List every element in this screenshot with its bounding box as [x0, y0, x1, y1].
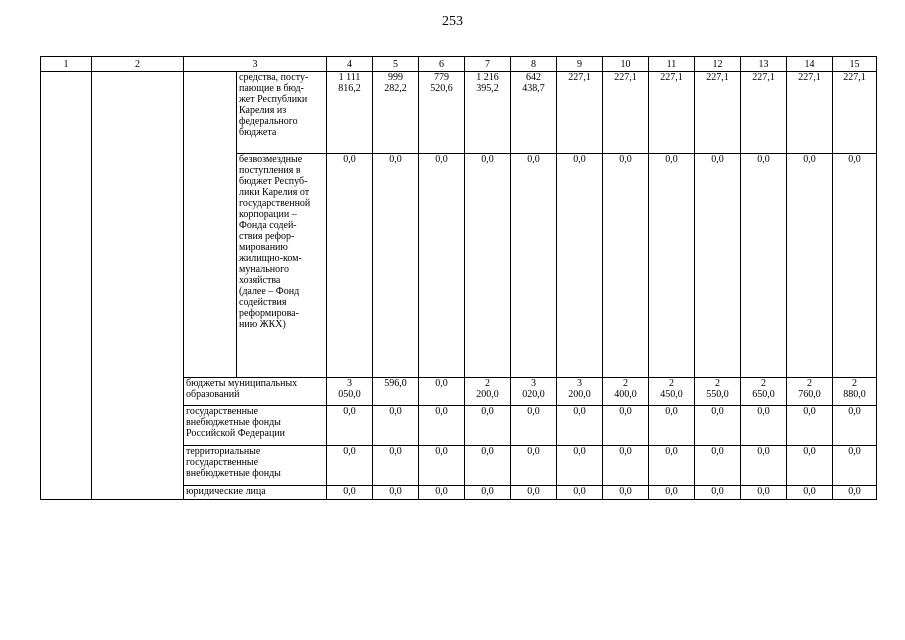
text-line: 0,0 [343, 486, 356, 497]
value-cell [741, 378, 787, 406]
value-cell [419, 486, 465, 500]
text-line: 0,0 [573, 406, 586, 417]
value-cell [787, 154, 833, 378]
header-cell: 3 [184, 57, 327, 72]
value-cell [373, 486, 419, 500]
text-line: жилищно-ком- [239, 253, 302, 264]
text-line: поступления в [239, 165, 301, 176]
text-line: 282,2 [384, 83, 407, 94]
text-line: 0,0 [343, 446, 356, 457]
text-line: 0,0 [389, 486, 402, 497]
text-line: 0,0 [665, 154, 678, 165]
text-line: 999 [388, 72, 403, 83]
text-line: 020,0 [522, 389, 545, 400]
text-line: 0,0 [527, 406, 540, 417]
text-line: 0,0 [619, 446, 632, 457]
value-cell [741, 406, 787, 446]
text-line: 0,0 [435, 446, 448, 457]
text-line: образований [186, 389, 240, 400]
text-line: 0,0 [573, 486, 586, 497]
value-cell [833, 154, 877, 378]
value-cell [465, 486, 511, 500]
value-cell [603, 446, 649, 486]
text-line: 227,1 [568, 72, 591, 83]
budget-table [40, 56, 877, 500]
text-line: реформирова- [239, 308, 299, 319]
text-line: корпорации – [239, 209, 297, 220]
value-cell [741, 446, 787, 486]
text-line: пающие в бюд- [239, 83, 304, 94]
header-cell: 7 [465, 57, 511, 72]
value-cell [465, 406, 511, 446]
value-cell [557, 486, 603, 500]
text-line: 760,0 [798, 389, 821, 400]
text-line: Российской Федерации [186, 428, 286, 439]
value-cell [327, 406, 373, 446]
text-line: 0,0 [711, 154, 724, 165]
text-line: федерального [239, 116, 298, 127]
value-cell [419, 446, 465, 486]
value-cell [695, 154, 741, 378]
text-line: внебюджетные фонды [186, 417, 281, 428]
text-line: 0,0 [481, 486, 494, 497]
text-line: 0,0 [757, 446, 770, 457]
text-line: государственные [186, 406, 259, 417]
row-label [184, 378, 327, 406]
text-line: 2 [761, 378, 766, 389]
value-cell [649, 378, 695, 406]
text-line: 395,2 [476, 83, 499, 94]
text-line: 227,1 [798, 72, 821, 83]
text-line: юридические лица [186, 486, 266, 497]
value-cell [511, 406, 557, 446]
text-line: 0,0 [389, 406, 402, 417]
text-line: 0,0 [848, 486, 861, 497]
value-cell [603, 154, 649, 378]
value-cell [603, 72, 649, 154]
value-cell [649, 446, 695, 486]
text-line: 0,0 [435, 154, 448, 165]
value-cell [695, 446, 741, 486]
row-label [184, 486, 327, 500]
text-line: 0,0 [711, 406, 724, 417]
header-cell: 14 [787, 57, 833, 72]
value-cell [741, 72, 787, 154]
value-cell [465, 378, 511, 406]
text-line: 0,0 [803, 154, 816, 165]
value-cell [419, 378, 465, 406]
value-cell [695, 378, 741, 406]
value-cell [511, 446, 557, 486]
text-line: 0,0 [803, 446, 816, 457]
table-row [41, 72, 877, 154]
text-line: 1 216 [476, 72, 499, 83]
value-cell [741, 154, 787, 378]
value-cell [557, 154, 603, 378]
value-cell [603, 486, 649, 500]
value-cell [695, 72, 741, 154]
text-line: 3 [577, 378, 582, 389]
group-cell [184, 72, 237, 378]
value-cell [695, 486, 741, 500]
row-label [237, 154, 327, 378]
text-line: 642 [526, 72, 541, 83]
value-cell [833, 486, 877, 500]
value-cell [327, 446, 373, 486]
header-cell: 12 [695, 57, 741, 72]
text-line: 0,0 [848, 154, 861, 165]
text-line: государственные [186, 457, 259, 468]
header-cell: 5 [373, 57, 419, 72]
text-line: содействия [239, 297, 287, 308]
text-line: 1 111 [338, 72, 361, 83]
text-line: 200,0 [568, 389, 591, 400]
text-line: территориальные [186, 446, 261, 457]
value-cell [373, 446, 419, 486]
text-line: 450,0 [660, 389, 683, 400]
value-cell [741, 486, 787, 500]
value-cell [465, 446, 511, 486]
text-line: бюджет Респуб- [239, 176, 308, 187]
text-line: 0,0 [435, 406, 448, 417]
page-number: 253 [442, 14, 463, 29]
value-cell [649, 406, 695, 446]
text-line: 227,1 [660, 72, 683, 83]
header-row [41, 57, 877, 72]
text-line: 0,0 [343, 154, 356, 165]
text-line: 779 [434, 72, 449, 83]
text-line: 0,0 [665, 486, 678, 497]
value-cell [833, 72, 877, 154]
text-line: 0,0 [573, 446, 586, 457]
value-cell [373, 154, 419, 378]
text-line: 816,2 [338, 83, 361, 94]
col-2-cell [92, 72, 184, 500]
text-line: лики Карелия от [239, 187, 310, 198]
value-cell [327, 486, 373, 500]
text-line: безвозмездные [239, 154, 303, 165]
text-line: 0,0 [711, 446, 724, 457]
value-cell [787, 486, 833, 500]
text-line: 227,1 [614, 72, 637, 83]
header-cell: 13 [741, 57, 787, 72]
text-line: 0,0 [757, 154, 770, 165]
text-line: 0,0 [527, 154, 540, 165]
value-cell [373, 72, 419, 154]
text-line: 050,0 [338, 389, 361, 400]
text-line: 650,0 [752, 389, 775, 400]
text-line: 0,0 [481, 154, 494, 165]
text-line: 2 [485, 378, 490, 389]
header-cell: 8 [511, 57, 557, 72]
value-cell [603, 378, 649, 406]
text-line: 0,0 [481, 406, 494, 417]
value-cell [419, 72, 465, 154]
row-label [184, 446, 327, 486]
text-line: Фонда содей- [239, 220, 297, 231]
value-cell [327, 72, 373, 154]
text-line: 0,0 [389, 154, 402, 165]
text-line: 0,0 [527, 486, 540, 497]
text-line: 400,0 [614, 389, 637, 400]
header-cell: 15 [833, 57, 877, 72]
text-line: жет Республики [239, 94, 308, 105]
text-line: 0,0 [619, 406, 632, 417]
text-line: 227,1 [752, 72, 775, 83]
text-line: 0,0 [711, 486, 724, 497]
header-cell: 6 [419, 57, 465, 72]
text-line: 0,0 [757, 406, 770, 417]
value-cell [419, 154, 465, 378]
text-line: 596,0 [384, 378, 407, 389]
text-line: 0,0 [619, 154, 632, 165]
value-cell [787, 72, 833, 154]
text-line: 2 [669, 378, 674, 389]
value-cell [557, 446, 603, 486]
header-cell: 10 [603, 57, 649, 72]
text-line: 0,0 [848, 406, 861, 417]
row-label [237, 72, 327, 154]
text-line: 2 [715, 378, 720, 389]
text-line: 227,1 [843, 72, 866, 83]
value-cell [833, 378, 877, 406]
text-line: Карелия из [239, 105, 287, 116]
text-line: 880,0 [843, 389, 866, 400]
value-cell [419, 406, 465, 446]
value-cell [649, 72, 695, 154]
value-cell [649, 154, 695, 378]
text-line: бюджета [239, 127, 277, 138]
value-cell [833, 446, 877, 486]
header-cell: 1 [41, 57, 92, 72]
header-cell: 11 [649, 57, 695, 72]
text-line: мунального [239, 264, 289, 275]
text-line: 0,0 [573, 154, 586, 165]
col-1-cell [41, 72, 92, 500]
value-cell [787, 446, 833, 486]
value-cell [511, 72, 557, 154]
value-cell [787, 378, 833, 406]
text-line: 520,6 [430, 83, 453, 94]
text-line: внебюджетные фонды [186, 468, 281, 479]
text-line: 0,0 [803, 486, 816, 497]
value-cell [787, 406, 833, 446]
text-line: 0,0 [803, 406, 816, 417]
text-line: ствия рефор- [239, 231, 295, 242]
text-line: 2 [807, 378, 812, 389]
value-cell [511, 378, 557, 406]
text-line: 0,0 [389, 446, 402, 457]
row-label [184, 406, 327, 446]
text-line: нию ЖКХ) [239, 319, 286, 330]
value-cell [649, 486, 695, 500]
value-cell [511, 486, 557, 500]
text-line: 0,0 [848, 446, 861, 457]
value-cell [557, 406, 603, 446]
text-line: 2 [623, 378, 628, 389]
text-line: 0,0 [435, 378, 448, 389]
value-cell [511, 154, 557, 378]
text-line: средства, посту- [239, 72, 309, 83]
text-line: 3 [347, 378, 352, 389]
text-line: 0,0 [619, 486, 632, 497]
text-line: 3 [531, 378, 536, 389]
text-line: государственной [239, 198, 311, 209]
value-cell [557, 72, 603, 154]
text-line: 0,0 [757, 486, 770, 497]
header-cell: 4 [327, 57, 373, 72]
text-line: 0,0 [343, 406, 356, 417]
header-cell: 9 [557, 57, 603, 72]
value-cell [695, 406, 741, 446]
header-cell: 2 [92, 57, 184, 72]
text-line: 0,0 [527, 446, 540, 457]
value-cell [603, 406, 649, 446]
value-cell [557, 378, 603, 406]
text-line: 0,0 [665, 406, 678, 417]
text-line: мированию [239, 242, 288, 253]
value-cell [465, 154, 511, 378]
text-line: хозяйства [239, 275, 281, 286]
value-cell [327, 154, 373, 378]
value-cell [465, 72, 511, 154]
text-line: 200,0 [476, 389, 499, 400]
text-line: 550,0 [706, 389, 729, 400]
value-cell [373, 406, 419, 446]
text-line: 2 [852, 378, 857, 389]
text-line: 0,0 [665, 446, 678, 457]
text-line: 438,7 [522, 83, 545, 94]
text-line: бюджеты муниципальных [186, 378, 298, 389]
text-line: 227,1 [706, 72, 729, 83]
value-cell [327, 378, 373, 406]
value-cell [373, 378, 419, 406]
text-line: 0,0 [435, 486, 448, 497]
text-line: (далее – Фонд [239, 286, 300, 297]
text-line: 0,0 [481, 446, 494, 457]
value-cell [833, 406, 877, 446]
